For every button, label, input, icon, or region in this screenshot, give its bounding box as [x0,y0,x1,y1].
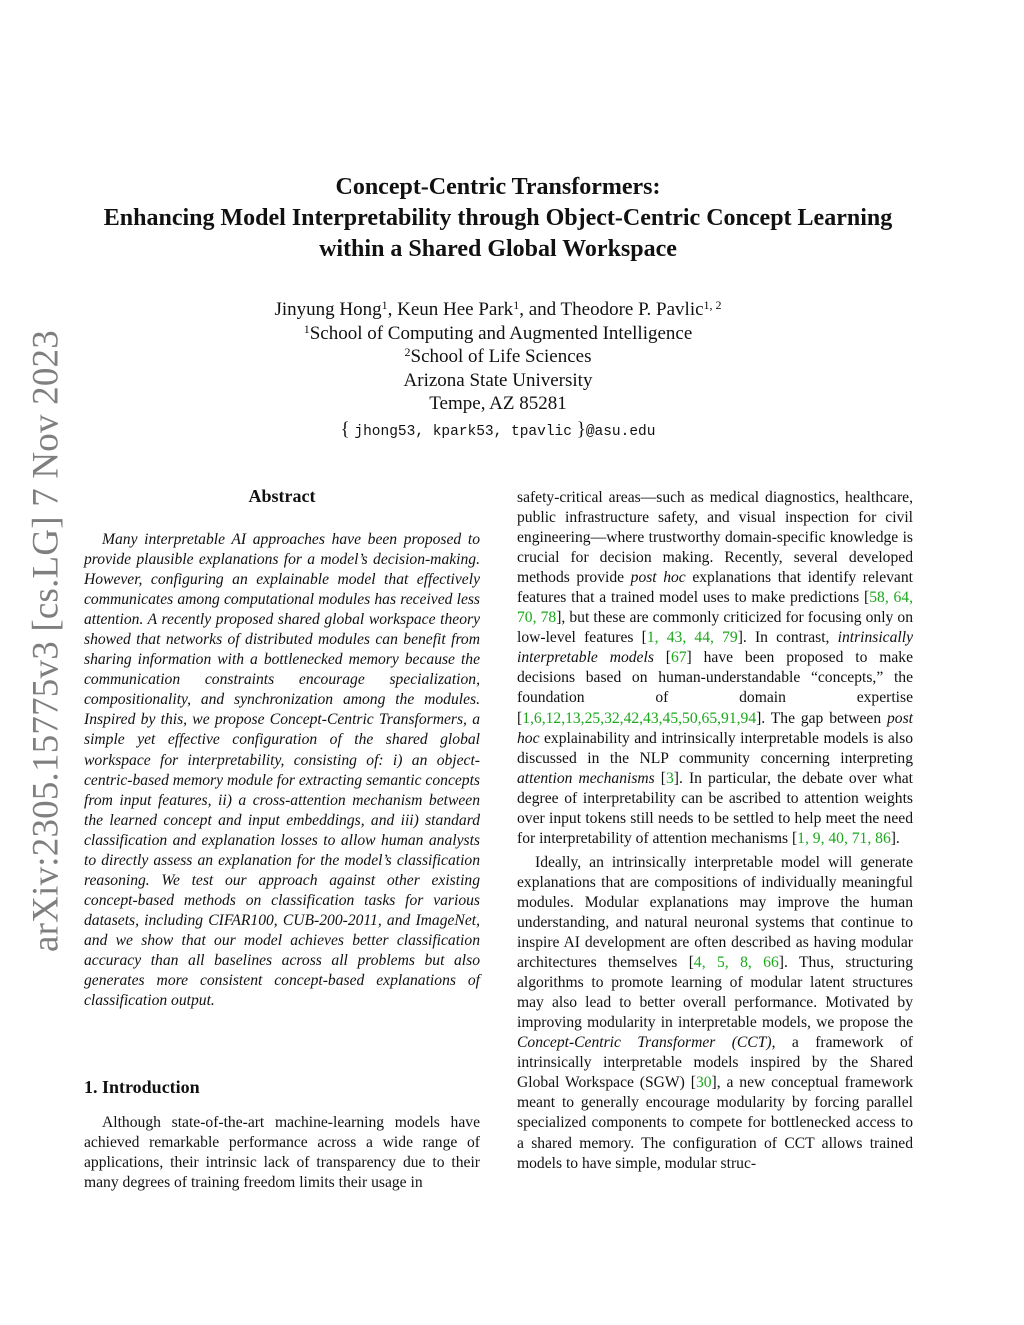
citation-link[interactable]: 1,6,12,13,25,32,42,43,45,50,65,91,94 [522,709,757,727]
citation-link[interactable]: 67 [670,649,687,667]
arxiv-side-stamp [16,330,76,952]
paragraph: safety-critical areas—such as medical diagnostics, healthcare, public infrastructure safety, and visual inspection for civil engineering—where trustworthy domain-specific knowledge is crucial for decision making. Recently, several developed methods provide post hoc explanations that identify relevant features that a trained model uses to make predictions [58, 64, 70, 78], but these are commonly criticized for focusing only on low-level features [1, 43, 44, 79]. In contrast, intrinsically interpretable models [67] have been proposed to make decisions based on human-understandable “concepts,” the foundation of domain expertise [1,6,12,13,25,32,42,43,45,50,65,91,94]. The gap between post hoc explainability and intrinsically interpretable models is also discussed in the NLP community concerning interpreting attention mechanisms [3]. In particular, the debate over what degree of interpretability can be ascribed to attention weights over input tokens still needs to be settled to help meet the need for interpretability of attention mechanisms [1, 9, 40, 71, 86]. [517,489,914,847]
citation-link[interactable]: 58, 64, 70, 78 [517,589,913,627]
citation-link[interactable]: 30 [695,1074,712,1092]
title-line-2: Enhancing Model Interpretability through Object-Centric Concept Learning [103,205,893,231]
author-emails: { jhong53, kpark53, tpavlic }@asu.edu [340,418,656,440]
abstract-text: Many interpretable AI approaches have been proposed to provide plausible explanations for a model’s decision-making. However, configuring an explainable model that effectively communicates among computational modules has received less attention. A recently proposed shared global workspace theory showed that networks of distributed modules can benefit from sharing information with a bottlenecked memory because the communication constraints encourage specialization, compositionality, and synchronization among the modules. Inspired by this, we propose Concept-Centric Transformers, a simple yet effective configuration of the shared global workspace for interpretability, consisting of: i) an object-centric-based memory module for extracting semantic concepts from input features, ii) a cross-attention mechanism between the learned concept and input embeddings, and iii) standard classification and explanation losses to allow human analysts to directly assess an explanation for the model’s classification reasoning. We test our approach against other existing concept-based methods on classification tasks for various datasets, including CIFAR100, CUB-200-2011, and ImageNet, and we show that our model achieves better classification accuracy than all baselines across all problems but also generates more consistent concept-based explanations of classification output. [84,531,480,1010]
title-line-1: Concept-Centric Transformers: [335,174,661,200]
affiliation-2: $^2$School of Life Sciences [404,345,592,367]
paper-title [80,172,916,265]
introduction-heading: 1. Introduction [84,1077,200,1097]
arxiv-identifier: arXiv:2305.15775v3 [cs.LG] 7 Nov 2023 [25,330,67,952]
abstract-heading: Abstract [248,486,316,506]
affiliation-3: Arizona State University [403,369,593,391]
right-column-text [517,488,913,1174]
author-block [180,298,816,444]
paragraph: Ideally, an intrinsically interpretable model will generate explanations that are compositions of individually meaningful modules. Modular explanations may improve the human understanding, and natural neuronal systems that continue to inspire AI development are often described as having modular architectures themselves [4, 5, 8, 66]. Thus, structuring algorithms to promote learning of modular latent structures may also lead to better overall performance. Motivated by improving modularity in interpretable models, we propose the Concept-Centric Transformer (CCT), a framework of intrinsically interpretable models inspired by the Shared Global Workspace (SGW) [30], a new conceptual framework meant to generally encourage modularity by forcing parallel specialized components to compete for bottlenecked access to a shared memory. The configuration of CCT allows trained models to have simple, modular struc- [517,853,913,1172]
citation-link[interactable]: 1, 43, 44, 79 [646,629,738,647]
introduction-text: Although state-of-the-art machine-learning models have achieved remarkable performance across a wide range of applications, their intrinsic lack of transparency due to their many degrees of training freedom limits their usage in [84,1114,480,1192]
author-names: Jinyung Hong$^1$, Keun Hee Park$^1$, and Theodore P. Pavlic$^{1, 2}$ [274,298,722,320]
citation-link[interactable]: 3 [666,769,674,787]
affiliation-1: $^1$School of Computing and Augmented Intelligence [303,321,693,344]
citation-link[interactable]: 1, 9, 40, 71, 86 [797,829,891,847]
title-line-3: within a Shared Global Workspace [319,236,677,262]
citation-link[interactable]: 4, 5, 8, 66 [693,954,779,972]
affiliation-4: Tempe, AZ 85281 [429,393,567,414]
